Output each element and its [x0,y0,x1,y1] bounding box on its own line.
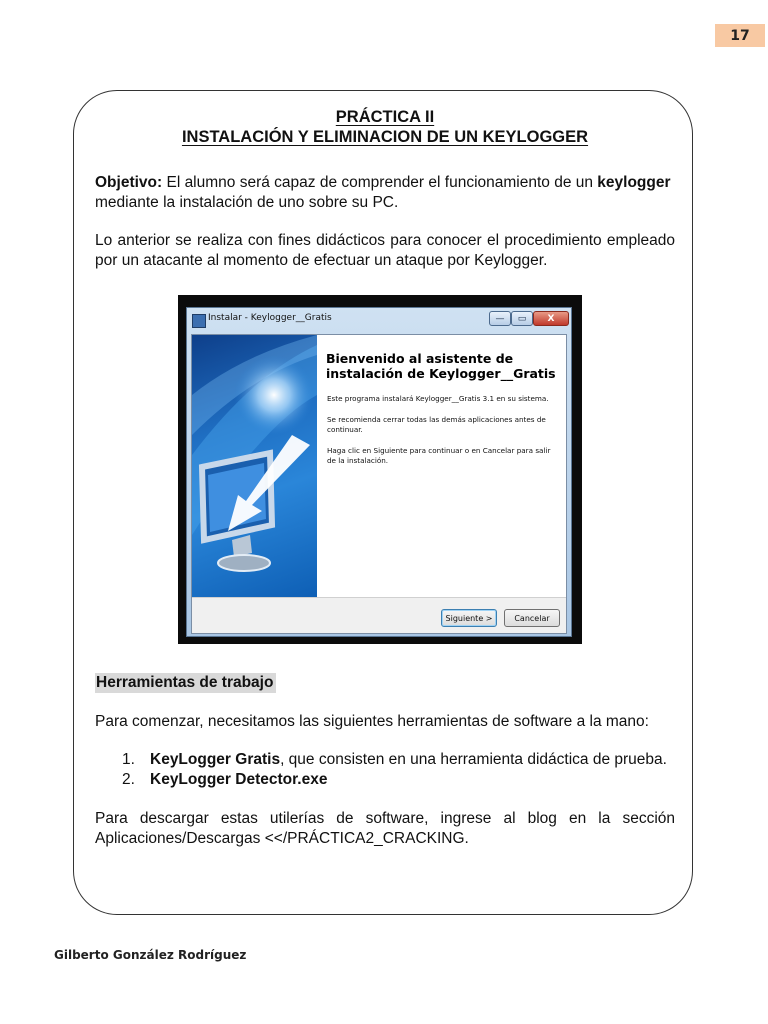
objective-paragraph: Objetivo: El alumno será capaz de comprender el funcionamiento de un keylogger mediante la instalación de uno sobre su PC. [95,174,671,211]
footer-author: Gilberto González Rodríguez [54,948,247,962]
close-button[interactable]: X [533,311,569,326]
installer-window-title: Instalar - Keylogger__Gratis [208,313,332,323]
installer-button-bar [192,597,566,634]
installer-banner [192,335,317,597]
installer-titlebar [187,308,571,332]
download-paragraph: Para descargar estas utilerías de software, ingrese al blog en la sección Aplicaciones/Descargas <</PRÁCTICA2_CRACKING. [95,810,675,847]
installer-client-area [191,334,567,634]
purpose-paragraph: Lo anterior se realiza con fines didácticos para conocer el procedimiento empleado por un atacante al momento de efectuar un ataque por Keylogger. [95,232,675,269]
tools-intro: Para comenzar, necesitamos las siguientes herramientas de software a la mano: [95,713,649,730]
list-item: 1. KeyLogger Gratis, que consisten en una herramienta didáctica de prueba. [122,751,667,768]
installer-screenshot [178,295,582,644]
keylogger-term: keylogger [597,174,671,191]
maximize-button[interactable]: ▭ [511,311,533,326]
installer-window [186,307,572,637]
installer-text-line3: Haga clic en Siguiente para continuar o en Cancelar para salir de la instalación. [327,446,551,465]
page-number: 17 [715,24,765,47]
installer-app-icon [192,314,206,328]
minimize-button[interactable]: — [489,311,511,326]
cancel-button[interactable]: Cancelar [504,609,560,627]
next-button[interactable]: Siguiente > [441,609,497,627]
practice-title: PRÁCTICA II [335,108,435,126]
installer-text-line1: Este programa instalará Keylogger__Gratis 3.1 en su sistema. [327,394,549,403]
list-item: 2. KeyLogger Detector.exe [122,771,328,788]
monitor-arrow-icon [192,335,317,597]
installer-text-line2: Se recomienda cerrar todas las demás aplicaciones antes de continuar. [327,415,546,434]
tools-list [122,750,667,790]
installer-heading: Bienvenido al asistente de instalación de Keylogger__Gratis [326,351,556,381]
objective-label: Objetivo: [95,174,163,191]
practice-subtitle: INSTALACIÓN Y ELIMINACION DE UN KEYLOGGER [181,128,589,146]
tools-heading: Herramientas de trabajo [95,673,276,693]
